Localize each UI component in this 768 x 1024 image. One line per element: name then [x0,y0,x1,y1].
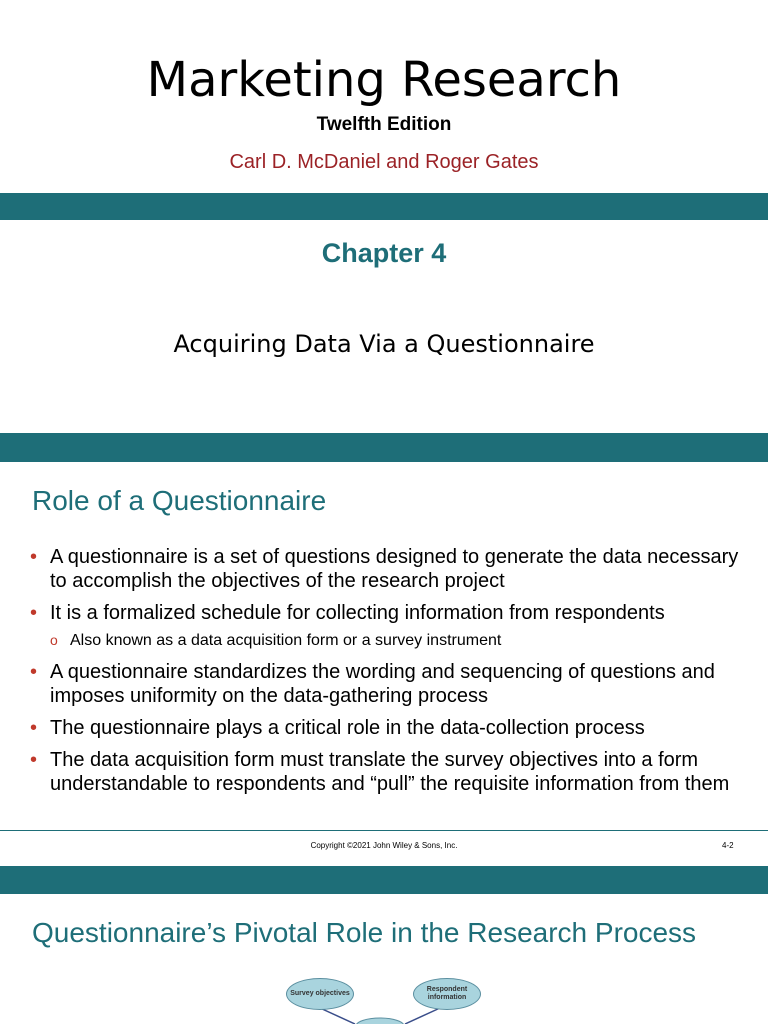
divider-band-3 [0,866,768,894]
sub-bullet-item [30,629,750,653]
bullet-item [30,660,750,708]
bullet-text: It is a formalized schedule for collecting information from respondents [50,602,665,624]
bullet-text: A questionnaire is a set of questions designed to generate the data necessary to accomplish the objectives of the research project [50,546,739,592]
node-label: Survey objectives [290,990,350,997]
chapter-subtitle: Acquiring Data Via a Questionnaire [173,330,595,358]
bullet-dot-icon: • [30,602,38,624]
process-diagram [0,970,768,1024]
edition-label: Twelfth Edition [316,114,452,135]
copyright-notice: Copyright ©2021 John Wiley & Sons, Inc. [310,841,458,850]
bullet-item [30,716,750,740]
connector-line [320,1008,355,1024]
bullet-item [30,601,750,625]
page-title: Marketing Research [146,52,622,108]
bullet-dot-icon: • [30,749,38,771]
bullet-list [30,545,750,804]
bullet-dot-icon: • [30,661,38,683]
bullet-text: The data acquisition form must translate the survey objectives into a form understandable to respondents and “pull” the requisite information from them [50,749,730,795]
bullet-text: A questionnaire standardizes the wording and sequencing of questions and imposes uniformity on the data-gathering process [50,661,715,707]
slide-heading-pivotal: Questionnaire’s Pivotal Role in the Research Process [32,917,697,948]
chapter-label: Chapter 4 [321,238,447,268]
connector-line [405,1008,440,1024]
center-node [356,1018,404,1024]
slide-heading-role: Role of a Questionnaire [32,485,327,516]
bullet-text: The questionnaire plays a critical role in the data-collection process [50,717,645,739]
survey-objectives-node [286,978,354,1010]
node-label: Respondent information [426,986,468,1001]
divider-band-2 [0,433,768,462]
circle-bullet-icon: o [50,632,58,648]
bullet-dot-icon: • [30,717,38,739]
bullet-item [30,748,750,796]
slide-number: 4-2 [722,841,734,850]
divider-band-1 [0,193,768,220]
bullet-item [30,545,750,593]
bullet-dot-icon: • [30,546,38,568]
footer-rule [0,830,768,831]
authors-label: Carl D. McDaniel and Roger Gates [229,151,539,173]
bullet-text: Also known as a data acquisition form or a survey instrument [70,632,502,649]
respondent-information-node [413,978,481,1010]
